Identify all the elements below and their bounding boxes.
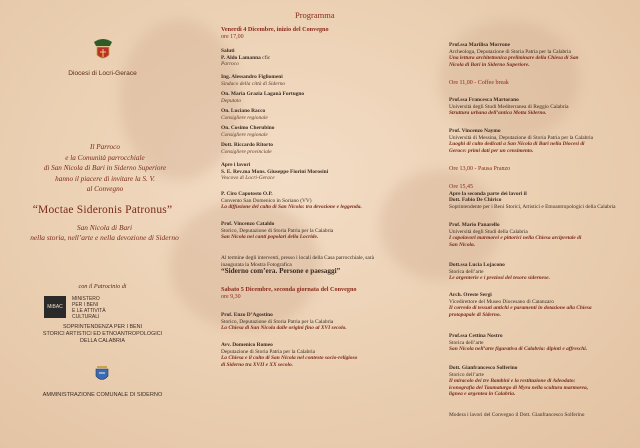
talk-entry xyxy=(221,312,436,332)
invite-line: al Convegno xyxy=(86,185,124,193)
speaker-role: Parroco xyxy=(221,61,239,68)
speaker-name: Ing. Alessandro Figliomeni xyxy=(221,74,283,80)
left-column xyxy=(0,0,205,448)
talk-entry xyxy=(449,222,637,248)
speaker-name: Prof. Enzo D’Agostino xyxy=(221,312,273,318)
subtitle-line: San Nicola di Bari xyxy=(76,223,133,232)
greetings-section xyxy=(221,48,436,68)
soprintendenza-line: SOPRINTENDENZA PER I BENI xyxy=(62,324,143,330)
talk-entry xyxy=(449,292,637,318)
speaker-suffix: cfic xyxy=(262,54,271,61)
siderno-crest-icon xyxy=(94,364,110,384)
speaker-role: Storico dell’arte xyxy=(449,371,484,378)
speaker-name: Prof. Mario Panarello xyxy=(449,222,500,228)
speaker-name: P. Aldo Lamanna xyxy=(221,54,261,61)
mibac-logo-text: MiBAC xyxy=(47,304,63,310)
speaker-role: Deputazione di Storia Patria per la Calabria xyxy=(221,348,316,355)
speaker-role: Storica dell’arte xyxy=(449,268,484,275)
day1-header xyxy=(221,26,436,40)
speaker-name: Prof.ssa Cettina Nostro xyxy=(449,333,503,339)
talk-title: Luoghi di culto dedicati a San Nicola di Bari nella Diocesi di xyxy=(449,141,585,148)
speaker-role: Università di Messina, Deputazione di Storia Patria per la Calabria xyxy=(449,134,594,141)
exhibition-title: “Siderno com’era. Persone e paesaggi” xyxy=(221,267,341,276)
break-entry xyxy=(449,80,637,87)
talk-entry xyxy=(449,333,637,353)
soprintendenza-line: DELLA CALABRIA xyxy=(80,337,125,344)
speaker-role: Sindaco della città di Siderno xyxy=(221,80,286,87)
talk-entry xyxy=(221,342,436,368)
talk-title: Struttura urbana dell’antica Motta Siderno. xyxy=(449,110,547,117)
mibac-logo-icon xyxy=(44,296,66,318)
speaker-role: Deputato xyxy=(221,97,242,104)
talk-title: Il corredo di tessuti antichi e paramenti in dotazione alla Chiesa xyxy=(449,305,592,312)
convention-title: “Moctae Sideronis Patronus” xyxy=(32,204,173,216)
talk-entry xyxy=(449,42,637,68)
ministry-text xyxy=(72,296,106,320)
speaker-role: Consigliere provinciale xyxy=(221,148,272,155)
second-session-header xyxy=(449,184,637,210)
exhibition-line: inaugurata la Mostra Fotografica xyxy=(221,261,292,268)
talk-title: La Chiesa e il culto di San Nicola nel contesto socio-religioso xyxy=(221,355,358,362)
ministry-line: MINISTERO xyxy=(72,296,100,302)
talk-title: lignea e argentea in Calabria. xyxy=(449,391,516,398)
speaker-name: S. E. Rev.ma Mons. Giuseppe Fiorini Morosini xyxy=(221,168,329,175)
talk-entry xyxy=(221,221,436,241)
speaker-role: Consigliere regionale xyxy=(221,114,268,121)
invite-line: e la Comunità parrocchiale xyxy=(65,153,145,162)
talk-title: protopapale di Siderno. xyxy=(449,311,501,318)
invitation-text xyxy=(20,142,190,195)
middle-column xyxy=(205,0,441,448)
talk-title: iconografia del Taumaturgo di Myra nella scultura marmorea, xyxy=(449,384,589,391)
talk-title: San Nicola nei canti popolari della Locride. xyxy=(221,234,319,241)
break-entry xyxy=(449,166,637,173)
speaker-role: Storica dell’arte xyxy=(449,339,484,346)
speaker-role: Archeologa, Deputazione di Storia Patria per la Calabria xyxy=(449,48,571,55)
speaker-name: Dott. Gianfrancesco Solferino xyxy=(449,365,518,371)
speaker-name: On. Luciano Racco xyxy=(221,108,266,114)
speaker-entry xyxy=(221,125,436,138)
speaker-role: Convento San Domenico in Soriano (VV) xyxy=(221,197,312,204)
speaker-entry xyxy=(221,142,436,155)
program-title: Programma xyxy=(295,10,335,20)
speaker-name: Avv. Domenico Romeo xyxy=(221,342,273,348)
speaker-role: Università degli Studi Mediterranea di Reggio Calabria xyxy=(449,103,569,110)
speaker-name: Prof.ssa Marilisa Morrone xyxy=(449,42,511,48)
talk-entry xyxy=(449,97,637,117)
speaker-name: Prof. Vincenzo Naymo xyxy=(449,128,501,134)
talk-title: San Nicola. xyxy=(449,241,476,248)
ministry-line: E LE ATTIVITÀ xyxy=(72,308,106,314)
start-time: ore 9,30 xyxy=(221,293,241,300)
speaker-name: On. Maria Grazia Laganà Fortugno xyxy=(221,91,305,97)
diocese-crest-icon xyxy=(92,38,114,62)
speaker-role: Storico, Deputazione di Storia Patria per la Calabria xyxy=(221,227,334,234)
start-time: ore 17,00 xyxy=(221,33,244,40)
talk-title: La Chiesa di San Nicola dalle origini fino al XVI secolo. xyxy=(221,325,347,332)
start-time: Ore 15,45 xyxy=(449,184,473,190)
section-label: Apre i lavori xyxy=(221,162,251,168)
exhibition-note xyxy=(221,255,436,275)
day-heading: Sabato 5 Dicembre, seconda giornata del Convegno xyxy=(221,286,357,293)
speaker-role: Consigliere regionale xyxy=(221,131,268,138)
patronage-label: con il Patrocinio di xyxy=(78,283,127,290)
talk-title: Nicola di Bari in Siderno Superiore. xyxy=(449,61,530,68)
right-column xyxy=(441,0,640,448)
speaker-entry xyxy=(221,74,436,87)
talk-entry xyxy=(449,128,637,154)
talk-title: Le argenterie e i preziosi del tesoro sidernese. xyxy=(449,275,550,282)
ministry-line: CULTURALI xyxy=(72,314,100,320)
speaker-name: Prof.ssa Francesca Martorano xyxy=(449,97,519,103)
municipality-name: AMMINISTRAZIONE COMUNALE DI SIDERNO xyxy=(42,392,163,398)
invite-line: Il Parroco xyxy=(90,143,120,151)
speaker-entry xyxy=(221,91,436,104)
speaker-role: Soprintendente per i Beni Storici, Artistici e Etnoantropologici della Calabria xyxy=(449,203,616,210)
speaker-role: Vicedirettore del Museo Diocesano di Catanzaro xyxy=(449,298,554,305)
speaker-name: Arch. Oreste Sergi xyxy=(449,292,492,298)
speaker-name: On. Cosimo Cherubino xyxy=(221,125,275,131)
speaker-role: Università degli Studi della Calabria xyxy=(449,228,528,235)
subtitle-line: nella storia, nell’arte e nella devozione di Siderno xyxy=(30,233,179,242)
speaker-role: Storico, Deputazione di Storia Patria per la Calabria xyxy=(221,318,334,325)
talk-entry xyxy=(449,262,637,282)
break-time: Ore 13,00 - Pausa Pranzo xyxy=(449,166,511,172)
diocese-name: Diocesi di Locri-Gerace xyxy=(68,70,137,77)
invite-line: di San Nicola di Bari in Siderno Superiore xyxy=(43,164,167,172)
talk-entry xyxy=(221,191,436,211)
ministry-logo-block xyxy=(44,296,162,320)
talk-title: Il miracolo dei tre Bambini e la restituzione di Adeodato: xyxy=(449,378,576,385)
day2-header xyxy=(221,286,436,300)
break-time: Ore 11,00 - Coffee break xyxy=(449,80,509,86)
ministry-line: PER I BENI xyxy=(72,302,99,308)
speaker-name: Dott.ssa Lucia Lojacono xyxy=(449,262,505,268)
talk-title: I capolavori marmorei e pittorici nella Chiesa arcipretale di xyxy=(449,235,582,242)
speaker-role: Vescovo di Locri-Gerace xyxy=(221,175,275,182)
soprintendenza-text xyxy=(20,324,185,344)
convention-subtitle xyxy=(12,223,197,243)
moderator-text: Modera i lavori del Convegno il Dott. Gianfrancesco Solferino xyxy=(449,412,585,418)
talk-title: San Nicola nell’arte figurativa di Calabria: dipinti e affreschi. xyxy=(449,346,588,353)
moderator-note xyxy=(449,412,637,419)
talk-title: di Siderno tra XVII e XX secolo. xyxy=(221,361,294,368)
opening-section xyxy=(221,162,436,182)
talk-title: Una lettura architettonica preliminare della Chiesa di San xyxy=(449,55,579,62)
exhibition-line: Al termine degli interventi, presso i locali della Casa parrocchiale, sarà xyxy=(221,255,374,261)
speaker-name: Dott. Fabio De Chirico xyxy=(449,197,502,204)
section-label: Saluti xyxy=(221,48,235,54)
talk-title: Gerace: primi dati per un censimento. xyxy=(449,147,534,154)
speaker-name: P. Ciro Capotosto O.P. xyxy=(221,191,273,197)
talk-title: La diffusione del culto di San Nicola: tra devozione e leggenda. xyxy=(221,204,362,211)
speaker-entry xyxy=(221,108,436,121)
soprintendenza-line: STORICI ARTISTICI ED ETNOANTROPOLOGICI xyxy=(42,330,163,337)
speaker-name: Dott. Riccardo Ritorto xyxy=(221,142,273,148)
invite-line: hanno il piacere di invitare la S. V. xyxy=(55,174,155,183)
section-label: Apre la seconda parte dei lavori il xyxy=(449,190,527,197)
talk-entry xyxy=(449,365,637,398)
speaker-name: Prof. Vincenzo Cataldo xyxy=(221,221,275,227)
day-heading: Venerdì 4 Dicembre, inizio del Convegno xyxy=(221,26,329,33)
